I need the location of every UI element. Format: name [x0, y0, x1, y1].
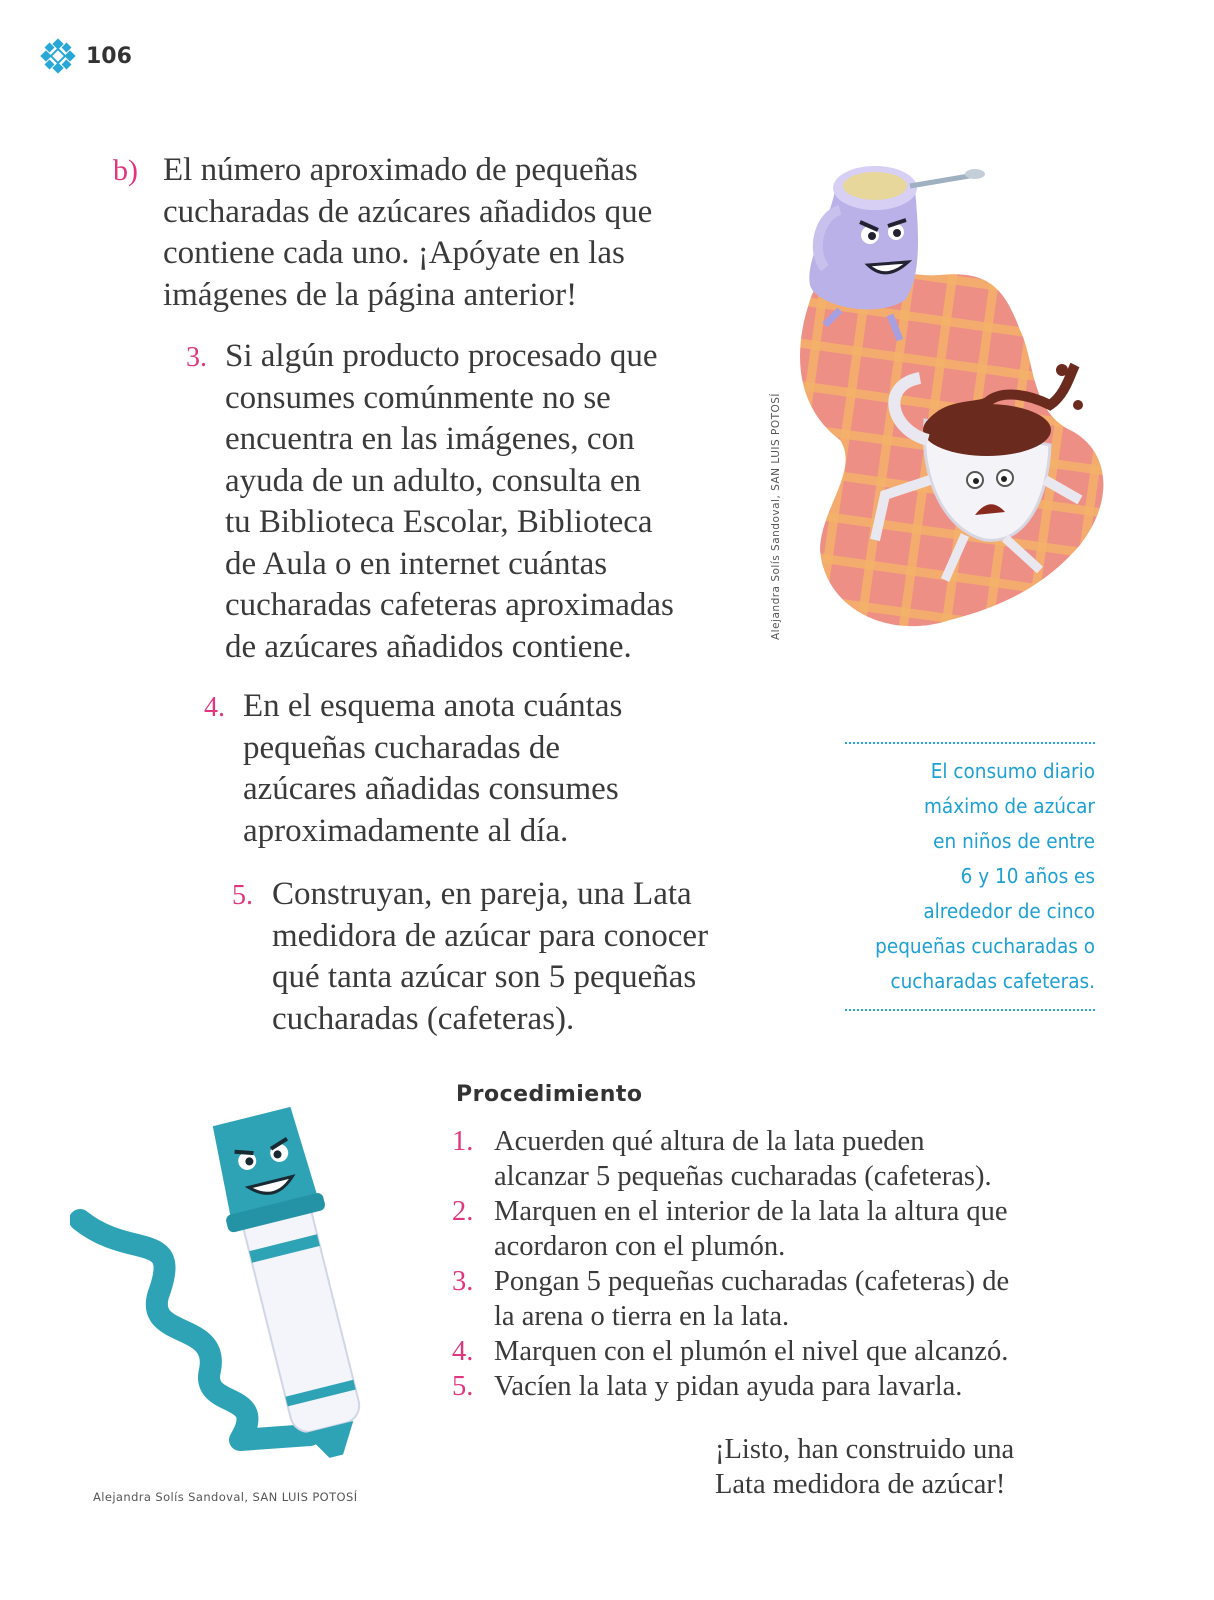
sugar-tip-box: [845, 742, 1095, 1011]
step-number: 2.: [452, 1196, 474, 1227]
step-line: Vacíen la lata y pidan ayuda para lavarla.: [494, 1371, 963, 1402]
step-line: Acuerden qué altura de la lata pueden: [494, 1126, 925, 1157]
procedure-step: [452, 1194, 1152, 1264]
step-number: 1.: [452, 1126, 474, 1157]
item-b-marker: b): [113, 154, 138, 187]
text-line: El número aproximado de pequeñas: [163, 152, 638, 188]
text-line: cucharadas cafeteras aproximadas: [225, 587, 674, 623]
text-line: imágenes de la página anterior!: [163, 276, 578, 313]
tip-line: cucharadas cafeteras.: [890, 969, 1095, 993]
step-number: 5.: [452, 1371, 474, 1402]
closing-message: [715, 1432, 1014, 1502]
closing-line: Lata medidora de azúcar!: [715, 1469, 1006, 1500]
procedure-title: Procedimiento: [456, 1082, 643, 1107]
text-line: consumes comúnmente no se: [225, 379, 611, 416]
procedure-step: [452, 1264, 1152, 1334]
text-line: tu Biblioteca Escolar, Biblioteca: [225, 504, 653, 540]
procedure-step: [452, 1369, 1152, 1404]
illustration-credit-bottom: Alejandra Solís Sandoval, SAN LUIS POTOSÍ: [93, 1490, 358, 1504]
tip-line: 6 y 10 años es: [960, 864, 1095, 888]
text-line: pequeñas cucharadas de: [243, 729, 560, 766]
text-line: contiene cada uno. ¡Apóyate en las: [163, 235, 625, 271]
tip-line: pequeñas cucharadas o: [875, 934, 1095, 958]
coffee-cups-illustration: [780, 150, 1120, 650]
text-line: de azúcares añadidos contiene.: [225, 628, 632, 665]
tip-line: máximo de azúcar: [923, 794, 1095, 818]
text-line: En el esquema anota cuántas: [243, 688, 623, 724]
text-line: de Aula o en internet cuántas: [225, 545, 608, 582]
step-line: Pongan 5 pequeñas cucharadas (cafeteras) de: [494, 1266, 1010, 1297]
procedure-step: [452, 1334, 1152, 1369]
step-number: 3.: [452, 1266, 474, 1297]
tip-line: El consumo diario: [930, 759, 1095, 783]
step-number: 4.: [452, 1336, 474, 1367]
procedure-step: [452, 1124, 1152, 1194]
text-line: cucharadas de azúcares añadidos que: [163, 193, 653, 230]
marker-pen-illustration: [70, 1090, 380, 1470]
text-line: ayuda de un adulto, consulta en: [225, 462, 642, 499]
illustration-credit-vertical: Alejandra Solís Sandoval, SAN LUIS POTOSÍ: [770, 392, 782, 640]
text-line: encuentra en las imágenes, con: [225, 421, 635, 457]
text-line: cucharadas (cafeteras).: [272, 1000, 575, 1037]
closing-line: ¡Listo, han construido una: [715, 1434, 1015, 1465]
item-4-text: [243, 686, 622, 852]
text-line: qué tanta azúcar son 5 pequeñas: [272, 959, 697, 995]
item-4-marker: 4.: [204, 692, 225, 723]
text-line: Construyan, en pareja, una Lata: [272, 876, 692, 912]
item-b-text: [163, 150, 652, 316]
item-5-marker: 5.: [232, 880, 253, 911]
step-line: la arena o tierra en la lata.: [494, 1301, 790, 1332]
item-5-text: [272, 874, 708, 1040]
step-line: alcanzar 5 pequeñas cucharadas (cafeteras).: [494, 1161, 992, 1192]
text-line: azúcares añadidas consumes: [243, 771, 619, 807]
tip-line: alrededor de cinco: [923, 899, 1095, 923]
procedure-list: [452, 1124, 1152, 1404]
item-3-marker: 3.: [186, 342, 207, 373]
step-line: Marquen en el interior de la lata la altura que: [494, 1196, 1008, 1227]
text-line: Si algún producto procesado que: [225, 338, 658, 374]
step-line: Marquen con el plumón el nivel que alcanzó.: [494, 1336, 1009, 1367]
page-header: [40, 38, 132, 74]
page-number: 106: [86, 43, 132, 69]
step-line: acordaron con el plumón.: [494, 1231, 786, 1262]
tip-line: en niños de entre: [933, 829, 1095, 853]
item-3-text: [225, 336, 674, 668]
text-line: medidora de azúcar para conocer: [272, 917, 709, 954]
text-line: aproximadamente al día.: [243, 812, 569, 849]
snowflake-ornament-icon: [40, 38, 76, 74]
